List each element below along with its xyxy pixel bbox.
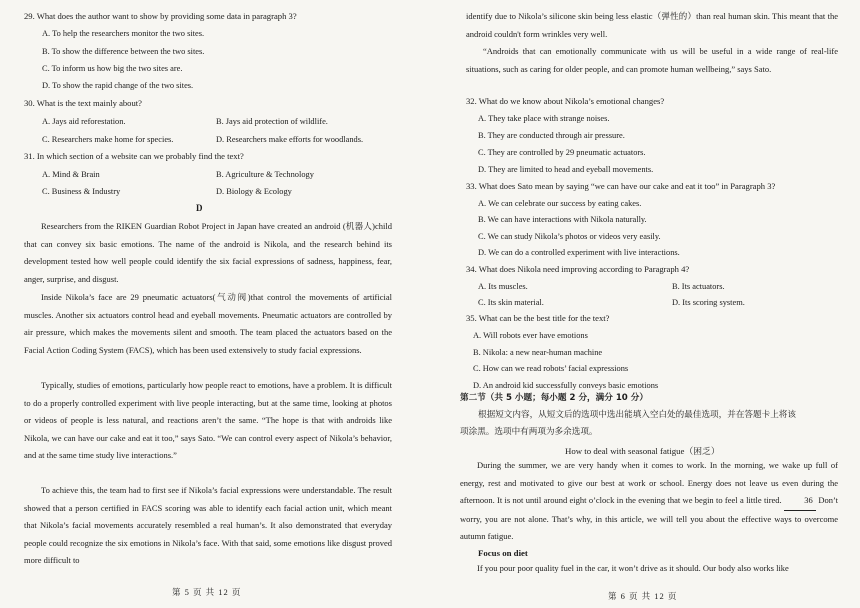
question-32-option-b: B. They are conducted through air pressure. — [478, 131, 625, 140]
question-29-option-a: A. To help the researchers monitor the two sites. — [42, 29, 205, 38]
question-35-stem: 35. What can be the best title for the text? — [466, 313, 610, 323]
question-32-option-c: C. They are controlled by 29 pneumatic actuators. — [478, 148, 646, 157]
question-33-option-b: B. We can have interactions with Nikola naturally. — [478, 215, 647, 224]
question-35-option-c: C. How can we read robots’ facial expressions — [473, 364, 629, 373]
passage-text-before-blank: During the summer, we are very handy when it comes to work. In the morning, we wake up full of energy, rest and motivated to give our best at work or school. Energy does not leave us even during the afternoon. It is not until around eight o’clock in the evening that we begin to feel a little tired. — [460, 460, 838, 505]
passage-title: How to deal with seasonal fatigue（困乏） — [565, 446, 720, 456]
question-31-option-b: B. Agriculture & Technology — [216, 170, 314, 179]
question-34-option-b: B. Its actuators. — [672, 282, 725, 291]
question-32-option-a: A. They take place with strange noises. — [478, 114, 610, 123]
question-31-option-d: D. Biology & Ecology — [216, 187, 292, 196]
passage-paragraph-2: Inside Nikola’s face are 29 pneumatic actuators(气动阀)that control the movements of artificial muscles. Another six actuators control head and eyeball movements. Pneumatic actuators are controlled by air pressure, which makes the movements silent and smooth. The team placed the actuators based on the Facial Action Coding System (FACS), which has been used extensively to study facial expressions. — [24, 292, 392, 355]
question-29-option-b: B. To show the difference between the two sites. — [42, 47, 205, 56]
passage-paragraph-diet: If you pour poor quality fuel in the car, it won’t drive as it should. Our body also works like — [477, 563, 789, 573]
page-footer-left: 第 5 页 共 12 页 — [172, 587, 242, 597]
question-32-stem: 32. What do we know about Nikola’s emotional changes? — [466, 96, 665, 106]
question-31-stem: 31. In which section of a website can we probably find the text? — [24, 151, 244, 161]
section-2-instruction-line-1: 根据短文内容，从短文后的选项中选出能填入空白处的最佳选项，并在答题卡上将该 — [478, 410, 796, 420]
question-33-option-d: D. We can do a controlled experiment with live interactions. — [478, 248, 680, 257]
question-33-option-a: A. We can celebrate our success by eating cakes. — [478, 199, 642, 208]
question-29-option-c: C. To inform us how big the two sites are. — [42, 64, 183, 73]
question-32-option-d: D. They are limited to head and eyeball movements. — [478, 165, 654, 174]
question-30-option-a: A. Jays aid reforestation. — [42, 117, 126, 126]
passage-paragraph-4: To achieve this, the team had to first see if Nikola’s facial expressions were understandable. The result showed that a person certified in FACS scoring was able to identify each facial action unit, which meant that Nikola’s facial movements accurately resembled a real human’s. It also demonstrated that everyday people could recognize the six emotions in Nikola’s face. With that said, some emotions like disgust proved more difficult to — [24, 485, 392, 565]
answer-blank-36[interactable]: 36 — [784, 492, 816, 511]
passage-paragraph — [460, 457, 838, 546]
passage-paragraph-3: Typically, studies of emotions, particularly how people react to emotions, have a problem. It is difficult to do a properly controlled experiment with live people interacting, but at the same time, looking at photos or videos of people is less natural, and reactions aren’t the same. “The hope is that with androids like Nikola, we can have our cake and eat it too,” says Sato. “We can control every aspect of Nikola’s behavior, and at the same time study live interactions.” — [24, 380, 392, 460]
question-30-stem: 30. What is the text mainly about? — [24, 98, 142, 108]
question-35-option-d: D. An android kid successfully conveys basic emotions — [473, 381, 659, 390]
question-33-stem: 33. What does Sato mean by saying “we can have our cake and eat it too” in Paragraph 3? — [466, 181, 776, 191]
question-35-option-b: B. Nikola: a new near-human machine — [473, 348, 603, 357]
passage-continuation: identify due to Nikola’s silicone skin being less elastic（弹性的）than real human skin. This meant that the android couldn't form wrinkles very well. — [466, 11, 838, 39]
section-2-heading: 第二节（共 5 小题；每小题 2 分，满分 10 分） — [460, 393, 648, 403]
right-page — [430, 0, 860, 608]
passage-quote-paragraph: “Androids that can emotionally communicate with us will be useful in a wide range of real-life situations, such as caring for older people, and can promote human wellbeing,” says Sato. — [466, 46, 838, 74]
question-30-option-d: D. Researchers make efforts for woodlands. — [216, 135, 364, 144]
question-34-option-a: A. Its muscles. — [478, 282, 528, 291]
question-34-option-c: C. Its skin material. — [478, 298, 544, 307]
question-29-option-d: D. To show the rapid change of the two sites. — [42, 81, 194, 90]
question-33-option-c: C. We can study Nikola’s photos or videos very easily. — [478, 232, 661, 241]
question-31-option-c: C. Business & Industry — [42, 187, 121, 196]
question-34-option-d: D. Its scoring system. — [672, 298, 745, 307]
passage-paragraph-1: Researchers from the RIKEN Guardian Robot Project in Japan have created an android (机器人)child that can convey six basic emotions. The name of the android is Nikola, and the research behind its development tested how well people could identify the six facial expressions of sadness, happiness, fear, anger, surprise, and disgust. — [24, 221, 392, 284]
section-2-instruction-line-2: 项涂黑。选项中有两项为多余选项。 — [460, 427, 598, 437]
section-label: D — [196, 203, 203, 213]
question-29-stem: 29. What does the author want to show by providing some data in paragraph 3? — [24, 11, 297, 21]
question-35-option-a: A. Will robots ever have emotions — [473, 331, 588, 340]
question-31-option-a: A. Mind & Brain — [42, 170, 100, 179]
page-footer-right: 第 6 页 共 12 页 — [608, 591, 678, 601]
passage-text-after-blank: Don’t worry, you are not alone. That’s why, in this article, we will tell you about the effective ways to overcome autumn fatigue. — [460, 495, 839, 541]
question-30-option-b: B. Jays aid protection of wildlife. — [216, 117, 328, 126]
question-30-option-c: C. Researchers make home for species. — [42, 135, 174, 144]
question-34-stem: 34. What does Nikola need improving according to Paragraph 4? — [466, 264, 690, 274]
subheading-focus-on-diet: Focus on diet — [478, 548, 528, 558]
